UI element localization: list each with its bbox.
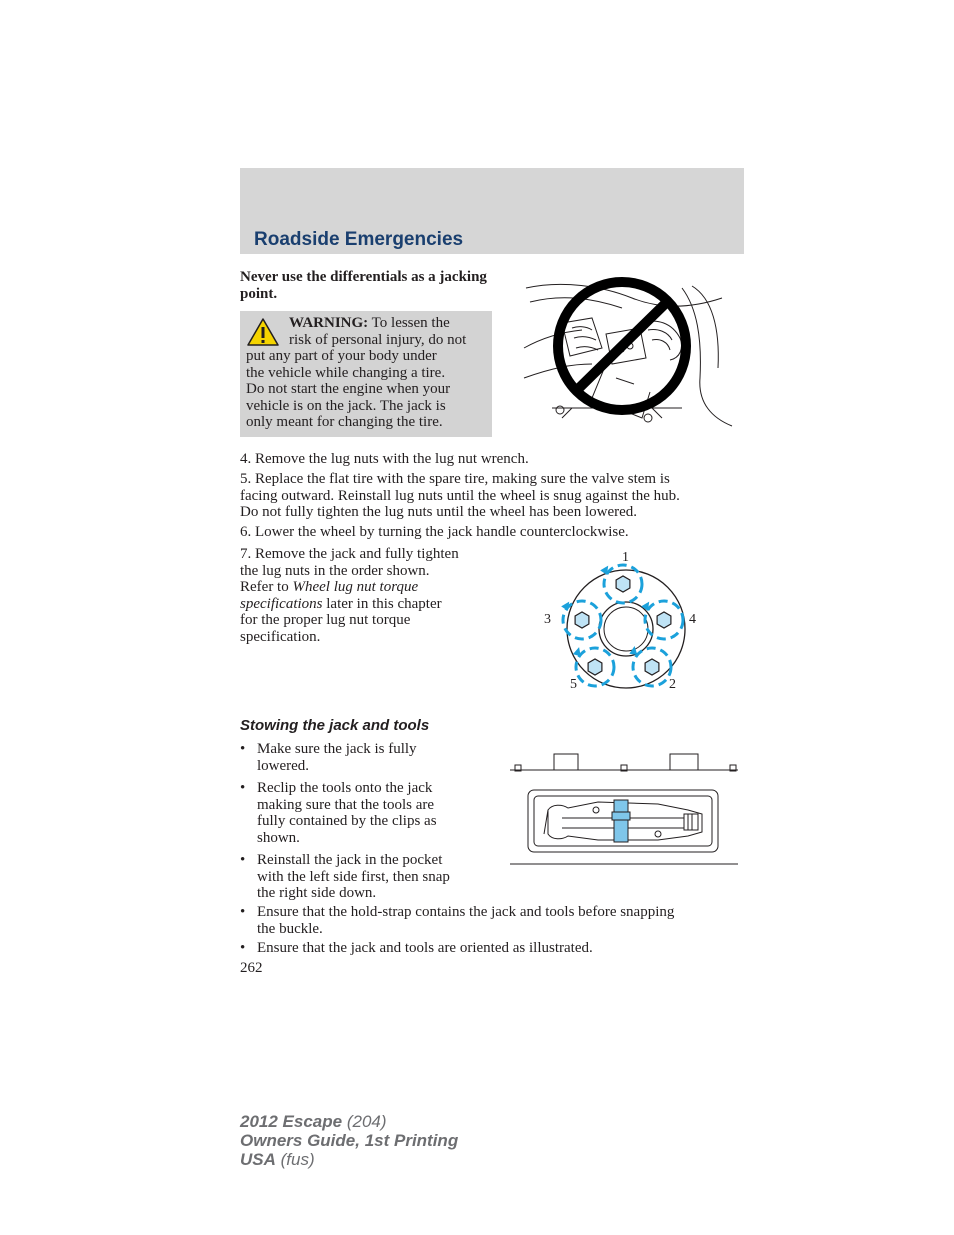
bullet-line: with the left side first, then snap [257,868,450,885]
bullet-line: Ensure that the jack and tools are oriented as illustrated. [257,940,593,956]
lug-nut-3 [575,612,589,628]
bullet-line: Make sure the jack is fully [257,741,417,757]
bullet-line: Reinstall the jack in the pocket [257,852,443,868]
footer-model: 2012 Escape [240,1112,343,1131]
torque-spec-reference: Wheel lug nut torque [292,579,419,595]
bullet-symbol: • [240,904,246,920]
footer-region: USA [240,1150,276,1169]
lug-label-2: 2 [669,677,676,692]
warning-line: To lessen the [371,315,450,331]
no-jacking-differential-illustration [522,268,744,434]
strap-buckle [612,812,630,820]
step-7-line: for the proper lug nut torque [240,612,411,628]
warning-line: risk of personal injury, do not [289,331,467,348]
bullet-symbol: • [240,852,246,868]
tightening-arrow [573,647,581,656]
step-7-line: the lug nuts in the order shown. [240,562,430,579]
step-5 [240,471,748,521]
warning-label: WARNING: [289,315,369,331]
bullet-line: fully contained by the clips as [257,813,437,829]
step-6: 6. Lower the wheel by turning the jack handle counterclockwise. [240,524,629,540]
bullet-symbol: • [240,741,246,757]
lug-nut-5 [588,659,602,675]
bullet-line: the right side down. [257,885,377,901]
bullet-line: Reclip the tools onto the jack [257,780,433,796]
step-7-text: later in this chapter [326,595,442,612]
lug-label-1: 1 [622,550,629,565]
lug-nut-2 [645,659,659,675]
document-footer [240,1112,458,1169]
step-5-line: 5. Replace the flat tire with the spare tire, making sure the valve stem is [240,471,670,487]
step-5-line: Do not fully tighten the lug nuts until the wheel has been lowered. [240,504,638,520]
bullet-symbol: • [240,940,246,956]
stowing-heading: Stowing the jack and tools [240,717,430,734]
section-title: Roadside Emergencies [254,229,464,250]
step-4: 4. Remove the lug nuts with the lug nut wrench. [240,451,529,467]
step-5-line: facing outward. Reinstall lug nuts until the wheel is snug against the hub. [240,487,680,504]
hub-bore-inner [604,607,648,651]
step-7-text: Refer to [240,579,289,595]
warning-line: only meant for changing the tire. [246,414,443,430]
warning-line: vehicle is on the jack. The jack is [246,397,446,414]
bullet-line: lowered. [257,757,310,774]
lug-label-3: 3 [544,612,551,627]
bullet-line: shown. [257,829,300,846]
footer-region-code: (fus) [280,1150,315,1169]
warning-line: put any part of your body under [246,348,437,364]
bullet-line: the buckle. [257,920,323,937]
warning-text [246,315,488,431]
lug-label-5: 5 [570,677,577,692]
tightening-arrow [561,602,569,611]
step-7-line: 7. Remove the jack and fully tighten [240,546,459,562]
bullet-symbol: • [240,780,246,796]
differentials-note: Never use the differentials as a jacking point. [240,269,487,302]
torque-spec-reference: specifications [240,595,323,612]
step-7-line: specification. [240,628,321,645]
footer-guide: Owners Guide, 1st Printing [240,1131,459,1150]
warning-line: Do not start the engine when your [246,381,451,397]
lug-nut-4 [657,612,671,628]
bullet-line: Ensure that the hold-strap contains the jack and tools before snapping [257,904,675,920]
stowed-jack-illustration [508,748,742,868]
lug-nut-1 [616,576,630,592]
hold-strap [614,800,628,842]
lug-label-4: 4 [689,612,696,627]
footer-model-code: (204) [346,1112,387,1131]
lug-nut-order-diagram [530,545,714,693]
warning-line: the vehicle while changing a tire. [246,364,446,381]
step-7 [240,546,495,645]
bullet-line: making sure that the tools are [257,796,435,813]
hub-bore [599,602,653,656]
page-number: 262 [240,960,263,976]
